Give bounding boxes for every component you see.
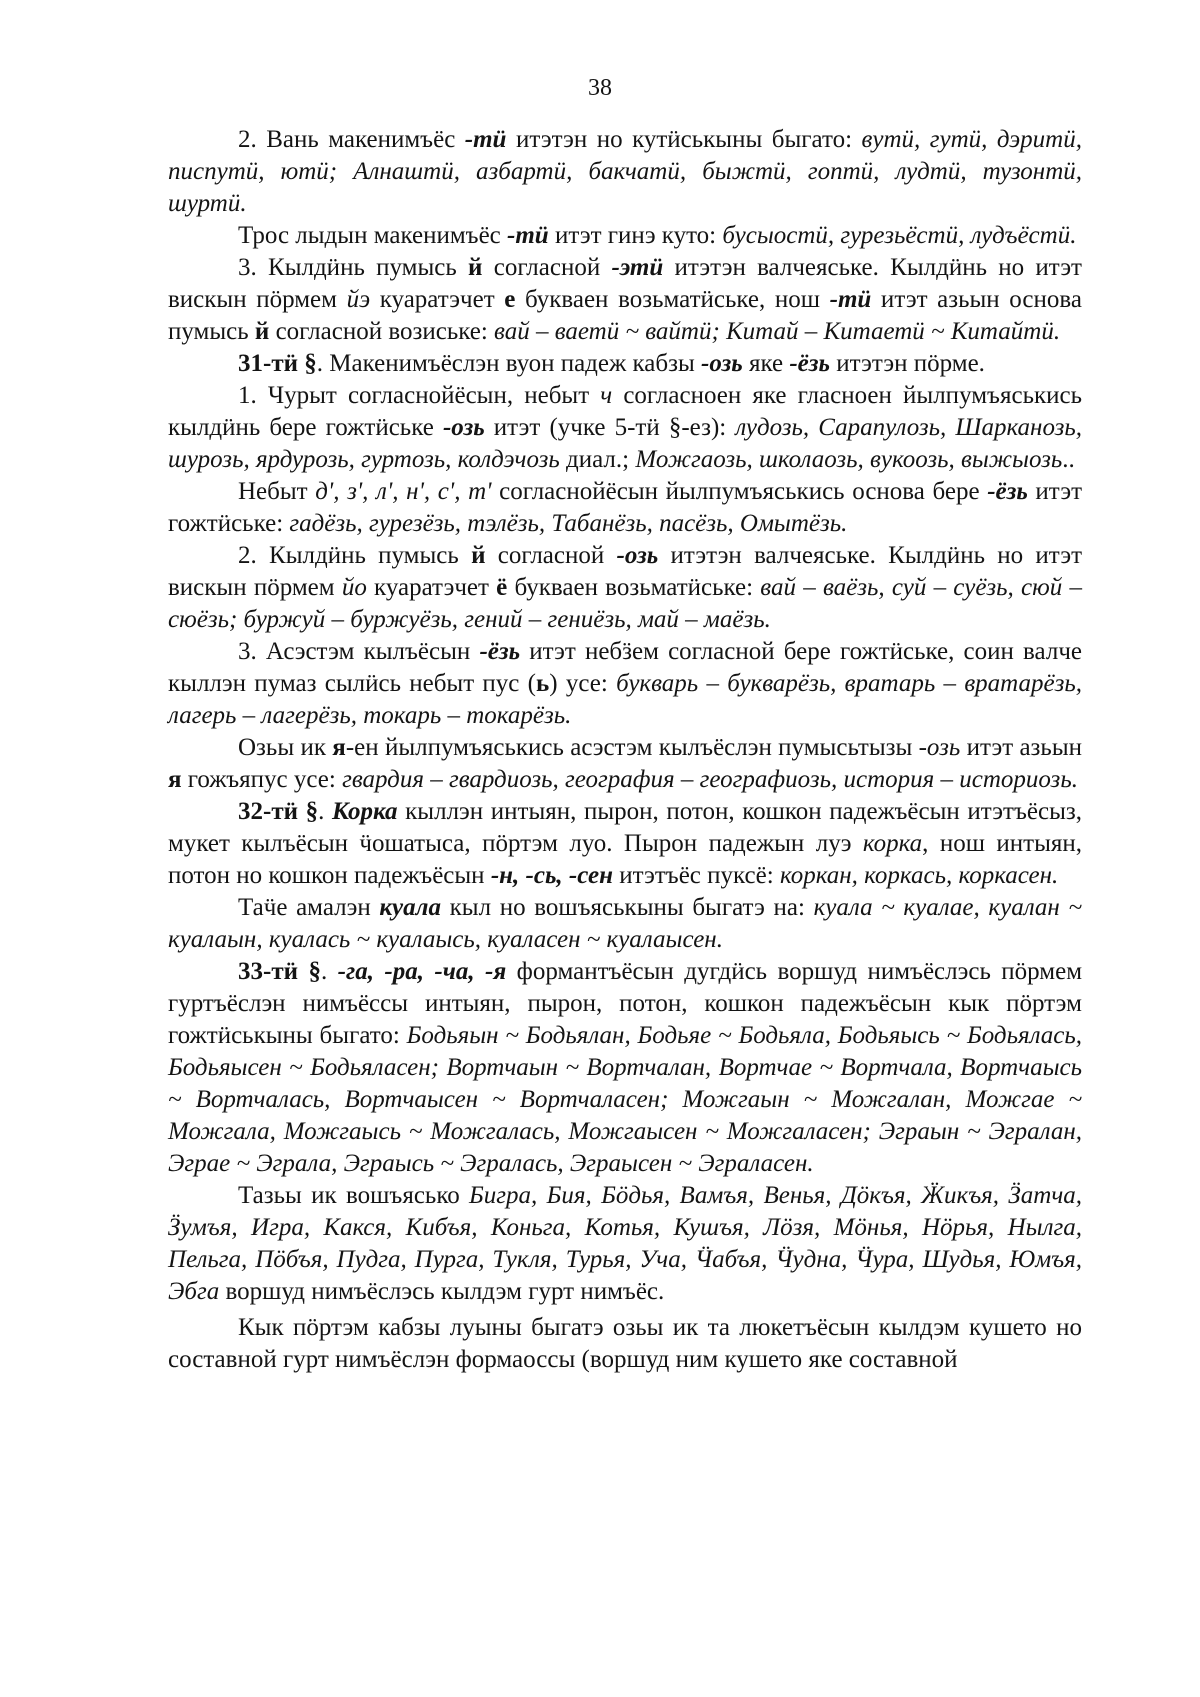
- paragraph: [168, 540, 1082, 636]
- text-run: итэтэн пӧрме.: [829, 350, 985, 377]
- text-run: куаратэчет: [370, 286, 505, 313]
- bold-italic-text: -этӥ: [611, 254, 664, 281]
- bold-italic-text: -озь: [701, 350, 743, 377]
- italic-text: Бодьяын ~ Бодьялан, Бодьяе ~ Бодьяла, Бодьяысь ~ Бодьялась, Бодьяысен ~ Бодьяласен; Вортчаын ~ Вортчалан, Вортчае ~ Вортчала, Вортчаысь ~ Вортчалась, Вортчаысен ~ Вортчаласен; Можгаын ~ Можгалан, Можгае ~ Можгала, Можгаысь ~ Можгалась, Можгаысен ~ Можгаласен; Эграын ~ Эгралан, Эграе ~ Эграла, Эграысь ~ Эгралась, Эграысен ~ Эграласен.: [168, 1022, 1082, 1177]
- paragraph: [168, 380, 1082, 476]
- bold-italic-text: -н, -сь, -сен: [490, 862, 613, 889]
- text-run: Озьы ик: [238, 734, 333, 761]
- bold-italic-text: куала: [379, 894, 441, 921]
- italic-text: йэ: [346, 286, 371, 313]
- bold-text: ё: [496, 574, 508, 601]
- text-run: букваен возьматӥське:: [507, 574, 761, 601]
- bold-text: й: [471, 542, 486, 569]
- text-run: 2. Вань макенимъёс: [238, 126, 465, 153]
- paragraph: [168, 348, 1082, 380]
- text-run: Небыт: [238, 478, 316, 505]
- italic-text: букварь – букварёзь, вратарь – вратарёзь, лагерь – лагерёзь, токарь – токарёзь.: [168, 670, 1083, 729]
- text-run: согласной: [485, 542, 617, 569]
- italic-text: д', з', л', н', с', т': [315, 478, 492, 505]
- text-run: согласной возиське:: [269, 318, 495, 345]
- page-body: [168, 124, 1082, 1376]
- text-run: Кык пӧртэм кабзы луыны быгатэ озьы ик та люкетъёсын кылдэм кушето но составной гурт нимъёслэн формаоссы (воршуд ним кушето яке составной: [168, 1314, 1082, 1373]
- italic-text: вай – ваетӥ ~ вайтӥ; Китай – Китаетӥ ~ Китайтӥ.: [494, 318, 1061, 345]
- text-run: Трос лыдын макенимъёс: [238, 222, 508, 249]
- text-run: итэтъёс пуксё:: [612, 862, 780, 889]
- paragraph: [168, 476, 1082, 540]
- text-run: букваен возьматӥське, нош: [515, 286, 830, 313]
- italic-text: -озь: [918, 734, 961, 761]
- paragraph: [168, 252, 1082, 348]
- paragraph: [168, 732, 1082, 796]
- bold-text: я: [332, 734, 346, 761]
- text-run: .: [318, 798, 332, 825]
- text-run: итэтэн но кутӥськыны быгато:: [506, 126, 862, 153]
- text-run: итэтэн валчеяське. Кылдӥнь но итэт вискын пӧрмем: [168, 254, 1082, 313]
- text-run: 3. Кылдӥнь пумысь: [238, 254, 469, 281]
- text-run: итэт (учке 5-тӥ §-ез):: [484, 414, 736, 441]
- text-run: формантъёсын дугдӥсь воршуд нимъёслэсь пӧрмем гуртъёслэн нимъёссы интыян, пырон, потон, кошкон падежъёсын кык пӧртэм гожтӥськыны быгато:: [168, 958, 1083, 1049]
- text-run: кыл но вошъяськыны быгатэ на:: [440, 894, 814, 921]
- paragraph: [168, 892, 1082, 956]
- text-run: воршуд нимъёслэсь кылдэм гурт нимъёс.: [219, 1278, 665, 1305]
- bold-italic-text: -тӥ: [829, 286, 872, 313]
- text-run: итэт азьын основа пумысь: [168, 286, 1082, 345]
- bold-text: 32-тӥ §: [238, 798, 319, 825]
- italic-text: Бигра, Бия, Бӧдья, Вамъя, Венья, Дӧкъя, Ӝикъя, Ӟатча, Ӟумъя, Игра, Какся, Кибъя, Коньга, Котья, Кушъя, Лӧзя, Мӧнья, Нӧрья, Нылга, Пельга, Пӧбъя, Пудга, Пурга, Тукля, Турья, Уча, Ӵабъя, Ӵудна, Ӵура, Шудья, Юмъя, Эбга: [168, 1182, 1082, 1305]
- bold-text: я: [168, 766, 182, 793]
- paragraph: [168, 1312, 1082, 1376]
- paragraph: [168, 220, 1082, 252]
- text-run: итэт гожтӥське:: [168, 478, 1082, 537]
- text-run: диал.;: [559, 446, 636, 473]
- text-run: 1. Чурыт согласнойёсын, небыт: [238, 382, 601, 409]
- italic-text: коркан, коркась, коркасен.: [779, 862, 1059, 889]
- paragraph: [168, 796, 1082, 892]
- text-run: итэт небӟем согласной бере гожтӥське, соин валче кыллэн пумаз сылӥсь небыт пус (: [168, 638, 1082, 697]
- text-run: , нош интыян, потон но кошкон падежъёсын: [168, 830, 1082, 889]
- text-run: согласноен яке гласноен йылпумъяськись кылдӥнь бере гожтӥське: [168, 382, 1083, 441]
- bold-italic-text: -га, -ра, -ча, -я: [337, 958, 507, 985]
- text-run: итэтэн валчеяське. Кылдӥнь но итэт вискын пӧрмем: [168, 542, 1082, 601]
- bold-italic-text: -ёзь: [987, 478, 1028, 505]
- italic-text: йо: [341, 574, 367, 601]
- italic-text: корка: [862, 830, 923, 857]
- italic-text: куала ~ куалае, куалан ~ куалаын, куалась ~ куалаысь, куаласен ~ куалаысен.: [168, 894, 1082, 953]
- text-run: .: [320, 958, 338, 985]
- text-run: итэт азьын: [960, 734, 1083, 761]
- bold-italic-text: -озь: [616, 542, 659, 569]
- text-run: -ен йылпумъяськись асэстэм кылъёслэн пумысьтызы: [345, 734, 919, 761]
- text-run: ) усе:: [549, 670, 617, 697]
- text-run: ..: [1062, 446, 1075, 473]
- text-run: итэт гинэ куто:: [548, 222, 723, 249]
- paragraph: [168, 1180, 1082, 1308]
- italic-text: гвардия – гвардиозь, география – географиозь, история – историозь.: [342, 766, 1078, 793]
- text-run: кыллэн интыян, пырон, потон, кошкон падежъёсын итэтъёсыз, мукет кылъёсын ӵошатыса, пӧртэм луо. Пырон падежын луэ: [168, 798, 1083, 857]
- text-run: 3. Асэстэм кылъёсын: [238, 638, 480, 665]
- text-run: Тазьы ик вошъясько: [238, 1182, 470, 1209]
- paragraph: [168, 956, 1082, 1180]
- italic-text: Можгаозь, школаозь, вукоозь, выжыозь: [635, 446, 1063, 473]
- bold-text: й: [468, 254, 483, 281]
- bold-text: ь: [536, 670, 550, 697]
- bold-text: 33-тӥ §: [238, 958, 321, 985]
- paragraph: [168, 124, 1082, 220]
- bold-italic-text: Корка: [331, 798, 398, 825]
- italic-text: лудозь, Сарапулозь, Шарканозь, шурозь, ярдурозь, гуртозь, колдэчозь: [168, 414, 1082, 473]
- text-run: согласной: [482, 254, 612, 281]
- text-run: гожъяпус усе:: [181, 766, 343, 793]
- text-run: 2. Кылдӥнь пумысь: [238, 542, 472, 569]
- paragraph: [168, 636, 1082, 732]
- italic-text: бусыостӥ, гурезьёстӥ, лудъёстӥ.: [722, 222, 1077, 249]
- bold-italic-text: -ёзь: [479, 638, 521, 665]
- text-run: Таӵе амалэн: [238, 894, 380, 921]
- text-run: куаратэчет: [366, 574, 497, 601]
- bold-italic-text: -тӥ: [507, 222, 549, 249]
- italic-text: вутӥ, гутӥ, дэритӥ, писпутӥ, ютӥ; Алнаштӥ, азбартӥ, бакчатӥ, быжтӥ, гоптӥ, лудтӥ, тузонтӥ, шуртӥ.: [168, 126, 1082, 217]
- text-run: . Макенимъёслэн вуон падеж кабзы: [316, 350, 702, 377]
- bold-text: е: [504, 286, 516, 313]
- page-number: 38: [588, 75, 612, 101]
- bold-text: 31-тӥ §: [238, 350, 317, 377]
- italic-text: ч: [600, 382, 613, 409]
- bold-italic-text: -тӥ: [464, 126, 507, 153]
- italic-text: вай – ваёзь, суй – суёзь, сюй – сюёзь; буржуй – буржуёзь, гений – гениёзь, май – маёзь.: [168, 574, 1082, 633]
- bold-italic-text: -озь: [442, 414, 485, 441]
- bold-text: й: [254, 318, 270, 345]
- italic-text: гадёзь, гурезёзь, тэлёзь, Табанёзь, пасёзь, Омытёзь.: [289, 510, 848, 537]
- bold-italic-text: -ёзь: [789, 350, 830, 377]
- text-run: яке: [742, 350, 790, 377]
- text-run: согласнойёсын йылпумъяськись основа бере: [491, 478, 988, 505]
